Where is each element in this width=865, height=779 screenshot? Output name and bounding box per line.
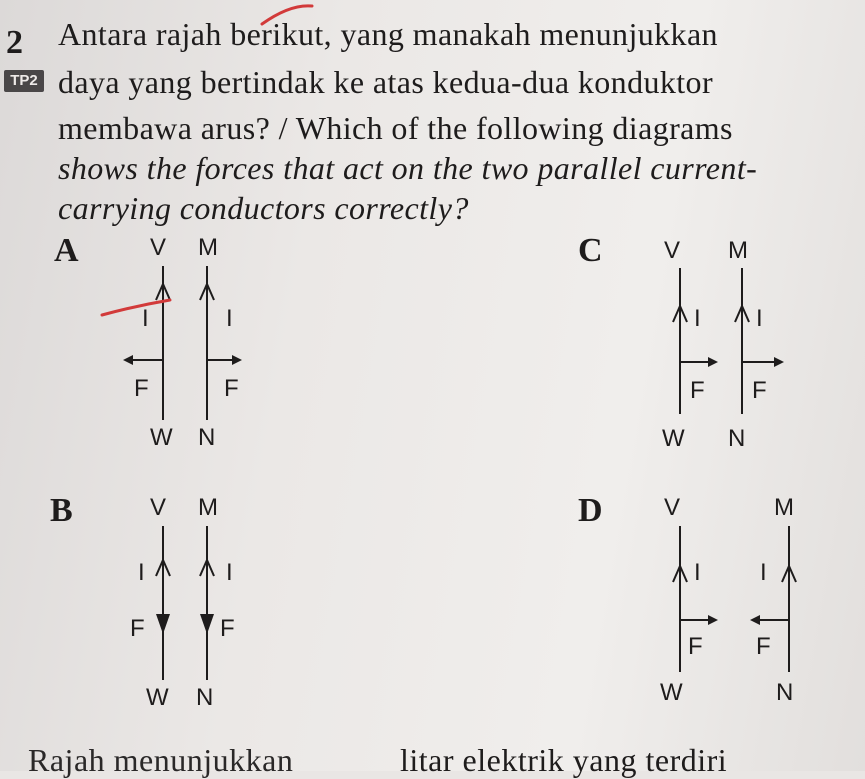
label-a-f-left: F — [134, 375, 149, 402]
label-a-n: N — [198, 424, 216, 451]
footer-partial-right: litar elektrik yang terdiri — [400, 742, 728, 778]
label-d-i-left: I — [694, 559, 701, 586]
label-c-i-right: I — [756, 305, 763, 332]
label-c-f-right: F — [752, 377, 767, 404]
label-b-n: N — [196, 684, 214, 711]
option-b-label[interactable]: B — [50, 492, 73, 529]
option-c-label[interactable]: C — [578, 232, 603, 269]
label-b-f-left: F — [130, 615, 145, 642]
label-b-f-right: F — [220, 615, 235, 642]
tp-level-badge: TP2 — [4, 70, 44, 92]
label-c-i-left: I — [694, 305, 701, 332]
option-d-label[interactable]: D — [578, 492, 603, 529]
current-arrow-c-left — [673, 306, 687, 322]
label-b-i-right: I — [226, 559, 233, 586]
diagram-d — [660, 494, 796, 706]
question-line-4: shows the forces that act on the two parallel current- — [58, 150, 758, 186]
current-arrow-c-right — [735, 306, 749, 322]
option-a-label[interactable]: A — [54, 232, 79, 269]
label-a-m: M — [198, 234, 218, 261]
label-d-i-right: I — [760, 559, 767, 586]
label-d-f-left: F — [688, 633, 703, 660]
footer-partial-left: Rajah menunjukkan — [28, 742, 294, 778]
label-a-i-right: I — [226, 305, 233, 332]
question-line-3: membawa arus? / Which of the following diagrams — [58, 110, 733, 146]
question-number: 2 — [6, 24, 23, 61]
label-c-f-left: F — [690, 377, 705, 404]
diagram-b — [130, 494, 235, 711]
label-d-n: N — [776, 679, 794, 706]
label-c-m: M — [728, 237, 748, 264]
label-b-i-left: I — [138, 559, 145, 586]
force-arrow-b-right — [200, 614, 214, 634]
label-d-w: W — [660, 679, 683, 706]
force-arrow-b-left — [156, 614, 170, 634]
current-arrow-d-right — [782, 566, 796, 582]
label-c-n: N — [728, 425, 746, 452]
question-line-2: daya yang bertindak ke atas kedua-dua konduktor — [58, 64, 714, 100]
question-line-1: Antara rajah berikut, yang manakah menunjukkan — [58, 16, 718, 52]
current-arrow-b-right — [200, 560, 214, 576]
question-line-5: carrying conductors correctly? — [58, 190, 469, 226]
current-arrow-a-right — [200, 284, 214, 300]
label-c-v: V — [664, 237, 681, 264]
label-b-m: M — [198, 494, 218, 521]
label-c-w: W — [662, 425, 685, 452]
label-d-m: M — [774, 494, 794, 521]
current-arrow-d-left — [673, 566, 687, 582]
label-d-f-right: F — [756, 633, 771, 660]
current-arrow-b-left — [156, 560, 170, 576]
label-a-i-left: I — [142, 305, 149, 332]
diagram-a — [125, 234, 240, 451]
label-d-v: V — [664, 494, 681, 521]
label-a-w: W — [150, 424, 173, 451]
label-b-v: V — [150, 494, 167, 521]
label-b-w: W — [146, 684, 169, 711]
label-a-f-right: F — [224, 375, 239, 402]
current-arrow-a-left — [156, 284, 170, 300]
label-a-v: V — [150, 234, 167, 261]
diagram-c — [662, 237, 782, 452]
